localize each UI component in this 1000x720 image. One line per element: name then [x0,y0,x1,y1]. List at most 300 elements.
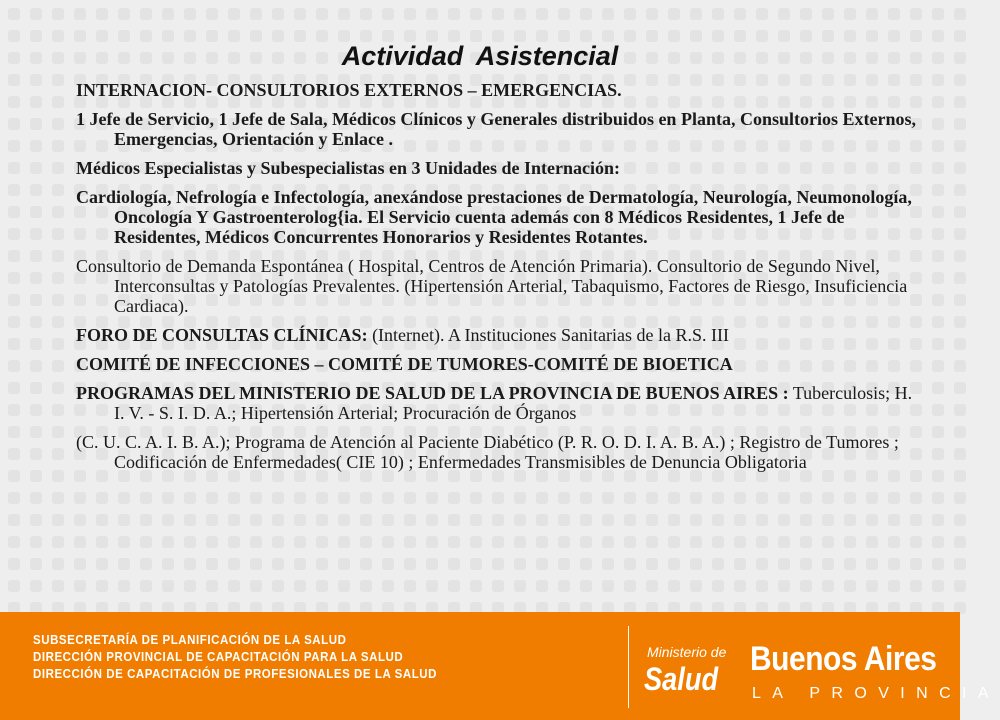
background-dot [954,448,966,460]
background-dot [52,74,64,86]
background-dot [8,74,20,86]
background-dot [8,118,20,130]
background-dot [800,580,812,592]
background-dot [52,228,64,240]
background-dot [954,250,966,262]
background-dot [8,536,20,548]
background-dot [338,536,350,548]
background-dot [250,492,262,504]
background-dot [734,558,746,570]
background-dot [514,580,526,592]
background-dot [954,536,966,548]
background-dot [932,272,944,284]
background-dot [294,514,306,526]
background-dot [448,558,460,570]
background-dot [8,294,20,306]
background-dot [910,8,922,20]
background-dot [404,558,416,570]
paragraph-bold-text: PROGRAMAS DEL MINISTERIO DE SALUD DE LA PROVINCIA DE BUENOS AIRES : [76,383,789,403]
background-dot [932,558,944,570]
background-dot [602,580,614,592]
background-dot [844,514,856,526]
background-dot [52,382,64,394]
background-dot [756,492,768,504]
background-dot [514,514,526,526]
background-dot [954,272,966,284]
background-dot [690,8,702,20]
background-dot [492,558,504,570]
footer-line-subsecretaria: SUBSECRETARÍA DE PLANIFICACIÓN DE LA SALUD [33,633,347,647]
background-dot [294,558,306,570]
background-dot [52,580,64,592]
background-dot [30,448,42,460]
background-dot [580,492,592,504]
background-dot [8,404,20,416]
background-dot [294,580,306,592]
background-dot [250,580,262,592]
background-dot [272,514,284,526]
paragraph-bold-text: COMITÉ DE INFECCIONES – COMITÉ DE TUMORES-COMITÉ DE BIOETICA [76,354,733,374]
background-dot [580,580,592,592]
background-dot [316,558,328,570]
background-dot [404,580,416,592]
background-dot [360,514,372,526]
background-dot [382,492,394,504]
background-dot [866,580,878,592]
background-dot [52,294,64,306]
background-dot [492,580,504,592]
paragraph-comites [76,354,916,374]
background-dot [360,492,372,504]
background-dot [646,536,658,548]
background-dot [756,558,768,570]
background-dot [206,8,218,20]
background-dot [228,580,240,592]
background-dot [800,514,812,526]
background-dot [866,558,878,570]
background-dot [712,536,724,548]
background-dot [756,514,768,526]
background-dot [30,206,42,218]
paragraph-especialidades [76,187,916,247]
background-dot [492,8,504,20]
background-dot [272,536,284,548]
background-dot [30,74,42,86]
background-dot [514,492,526,504]
background-dot [8,338,20,350]
background-dot [668,536,680,548]
background-dot [30,470,42,482]
background-dot [932,338,944,350]
background-dot [536,492,548,504]
paragraph-bold-text: INTERNACION- CONSULTORIOS EXTERNOS – EMERGENCIAS. [76,80,622,100]
background-dot [338,492,350,504]
background-dot [536,536,548,548]
background-dot [558,580,570,592]
background-dot [426,514,438,526]
background-dot [954,184,966,196]
background-dot [96,580,108,592]
background-dot [162,492,174,504]
background-dot [184,536,196,548]
background-dot [228,8,240,20]
background-dot [536,8,548,20]
background-dot [844,558,856,570]
background-dot [294,492,306,504]
background-dot [822,8,834,20]
background-dot [30,514,42,526]
slide-content [76,80,916,481]
background-dot [8,8,20,20]
background-dot [954,140,966,152]
background-dot [954,470,966,482]
background-dot [404,514,416,526]
background-dot [602,558,614,570]
background-dot [272,492,284,504]
background-dot [580,514,592,526]
background-dot [932,96,944,108]
background-dot [162,514,174,526]
background-dot [360,558,372,570]
background-dot [30,118,42,130]
background-dot [52,316,64,328]
background-dot [52,558,64,570]
background-dot [954,74,966,86]
background-dot [756,580,768,592]
footer-line-direccion-capacitacion: DIRECCIÓN DE CAPACITACIÓN DE PROFESIONALES DE LA SALUD [33,667,438,681]
background-dot [932,382,944,394]
background-dot [426,580,438,592]
background-dot [932,470,944,482]
background-dot [690,558,702,570]
background-dot [294,536,306,548]
background-dot [888,558,900,570]
background-dot [250,514,262,526]
background-dot [932,184,944,196]
background-dot [228,558,240,570]
background-dot [162,8,174,20]
background-dot [514,536,526,548]
background-dot [272,558,284,570]
background-dot [822,580,834,592]
background-dot [30,294,42,306]
background-dot [228,536,240,548]
background-dot [602,8,614,20]
background-dot [580,558,592,570]
background-dot [426,558,438,570]
paragraph-text: Consultorio de Demanda Espontánea ( Hospital, Centros de Atención Primaria). Consultorio de Segundo Nivel, Interconsultas y Patologías Prevalentes. (Hipertensión Arterial, Tabaquismo, Factores de Riesgo, Insuficiencia Cardiaca). [76,256,908,316]
background-dot [52,338,64,350]
background-dot [734,580,746,592]
background-dot [734,8,746,20]
background-dot [74,536,86,548]
background-dot [206,536,218,548]
background-dot [8,228,20,240]
background-dot [52,184,64,196]
background-dot [844,492,856,504]
la-provincia-logo-text: LA PROVINCIA [752,685,1000,702]
background-dot [932,8,944,20]
background-dot [712,8,724,20]
background-dot [30,404,42,416]
background-dot [316,8,328,20]
background-dot [8,250,20,262]
background-dot [954,382,966,394]
background-dot [888,8,900,20]
background-dot [206,558,218,570]
background-dot [800,536,812,548]
background-dot [536,580,548,592]
background-dot [932,536,944,548]
background-dot [338,8,350,20]
background-dot [932,206,944,218]
background-dot [448,492,460,504]
background-dot [778,580,790,592]
background-dot [470,536,482,548]
background-dot [8,426,20,438]
background-dot [536,514,548,526]
background-dot [30,8,42,20]
background-dot [426,8,438,20]
background-dot [30,272,42,284]
background-dot [74,492,86,504]
background-dot [646,558,658,570]
background-dot [96,536,108,548]
background-dot [800,8,812,20]
paragraph-bold-text: 1 Jefe de Servicio, 1 Jefe de Sala, Médicos Clínicos y Generales distribuidos en Planta, Consultorios Externos, Emergencias, Orientación y Enlace . [76,109,916,149]
background-dot [470,514,482,526]
background-dot [30,580,42,592]
background-dot [118,558,130,570]
background-dot [448,580,460,592]
background-dot [74,558,86,570]
background-dot [118,536,130,548]
background-dot [822,558,834,570]
footer-line-direccion-provincial: DIRECCIÓN PROVINCIAL DE CAPACITACIÓN PARA LA SALUD [33,650,404,664]
background-dot [448,536,460,548]
background-dot [162,536,174,548]
background-dot [712,492,724,504]
background-dot [778,8,790,20]
background-dot [52,250,64,262]
background-dot [866,514,878,526]
background-dot [866,536,878,548]
paragraph-internacion [76,80,916,100]
background-dot [558,8,570,20]
background-dot [624,8,636,20]
background-dot [910,514,922,526]
background-dot [954,162,966,174]
background-dot [8,360,20,372]
background-dot [712,580,724,592]
background-dot [360,580,372,592]
background-dot [96,492,108,504]
background-dot [932,250,944,262]
background-dot [558,492,570,504]
background-dot [932,228,944,240]
background-dot [30,426,42,438]
background-dot [492,492,504,504]
background-dot [316,580,328,592]
background-dot [30,140,42,152]
background-dot [888,536,900,548]
background-dot [8,272,20,284]
background-dot [184,514,196,526]
background-dot [624,558,636,570]
background-dot [162,558,174,570]
background-dot [8,470,20,482]
background-dot [52,536,64,548]
background-dot [910,492,922,504]
background-dot [932,316,944,328]
background-dot [690,492,702,504]
background-dot [712,558,724,570]
buenos-aires-logo-text: Buenos Aires [750,640,937,678]
background-dot [426,492,438,504]
background-dot [580,536,592,548]
background-dot [8,580,20,592]
background-dot [52,206,64,218]
background-dot [140,8,152,20]
background-dot [8,184,20,196]
background-dot [866,492,878,504]
background-dot [8,558,20,570]
background-dot [184,8,196,20]
background-dot [690,514,702,526]
background-dot [580,8,592,20]
background-dot [756,536,768,548]
background-dot [184,580,196,592]
background-dot [8,206,20,218]
background-dot [52,140,64,152]
background-dot [602,492,614,504]
background-dot [52,404,64,416]
background-dot [140,492,152,504]
paragraph-consultorios [76,256,916,316]
paragraph-bold-text: Cardiología, Nefrología e Infectología, anexándose prestaciones de Dermatología, Neurología, Neumonología, Oncología Y Gastroenterolog{ia. El Servicio cuenta además con 8 Médicos Residentes, 1 Jefe de Residentes, Médicos Concurrentes Honorarios y Residentes Rotantes. [76,187,912,247]
background-dot [932,294,944,306]
background-dot [844,580,856,592]
background-dot [206,492,218,504]
background-dot [910,580,922,592]
background-dot [30,228,42,240]
background-dot [668,514,680,526]
background-dot [30,492,42,504]
background-dot [140,580,152,592]
background-dot [52,118,64,130]
paragraph-cucaiba [76,432,916,472]
background-dot [514,8,526,20]
background-dot [668,558,680,570]
background-dot [316,492,328,504]
background-dot [250,8,262,20]
paragraph-staff [76,109,916,149]
background-dot [30,536,42,548]
background-dot [74,580,86,592]
background-dot [624,536,636,548]
background-dot [800,492,812,504]
background-dot [712,514,724,526]
background-dot [932,426,944,438]
background-dot [866,8,878,20]
background-dot [822,514,834,526]
background-dot [426,536,438,548]
background-dot [338,558,350,570]
background-dot [910,558,922,570]
background-dot [954,514,966,526]
background-dot [646,492,658,504]
paragraph-foro [76,325,916,345]
background-dot [646,514,658,526]
background-dot [52,8,64,20]
background-dot [162,580,174,592]
background-dot [250,536,262,548]
background-dot [888,514,900,526]
background-dot [360,536,372,548]
background-dot [52,360,64,372]
background-dot [8,96,20,108]
background-dot [646,8,658,20]
background-dot [514,558,526,570]
background-dot [52,514,64,526]
background-dot [822,536,834,548]
paragraph-bold-text: Médicos Especialistas y Subespecialistas en 3 Unidades de Internación: [76,158,621,178]
background-dot [734,514,746,526]
background-dot [470,558,482,570]
background-dot [668,492,680,504]
background-dot [778,492,790,504]
background-dot [954,316,966,328]
background-dot [140,558,152,570]
background-dot [30,360,42,372]
background-dot [888,580,900,592]
background-dot [206,580,218,592]
background-dot [96,558,108,570]
paragraph-text: (C. U. C. A. I. B. A.); Programa de Atención al Paciente Diabético (P. R. O. D. I. A. B. A.) ; Registro de Tumores ; Codificación de Enfermedades( CIE 10) ; Enfermedades Transmisibles de Denuncia Obligatoria [76,432,899,472]
background-dot [30,250,42,262]
background-dot [52,492,64,504]
background-dot [778,558,790,570]
paragraph-text: Tuberculosis; H. I. V. - S. I. D. A.; Hipertensión Arterial; Procuración de Órganos [114,383,913,423]
background-dot [932,118,944,130]
background-dot [778,536,790,548]
background-dot [954,228,966,240]
footer-institution-text [33,632,437,683]
background-dot [316,536,328,548]
background-dot [932,492,944,504]
background-dot [360,8,372,20]
background-dot [404,492,416,504]
slide-title: Actividad Asistencial [341,41,619,71]
background-dot [932,448,944,460]
background-dot [756,8,768,20]
background-dot [932,580,944,592]
background-dot [272,580,284,592]
background-dot [844,8,856,20]
background-dot [558,536,570,548]
background-dot [30,382,42,394]
background-dot [668,8,680,20]
background-dot [52,426,64,438]
background-dot [96,514,108,526]
background-dot [294,8,306,20]
background-dot [404,536,416,548]
paragraph-programas [76,383,916,423]
background-dot [954,206,966,218]
background-dot [8,448,20,460]
footer-divider [628,626,629,708]
background-dot [382,558,394,570]
